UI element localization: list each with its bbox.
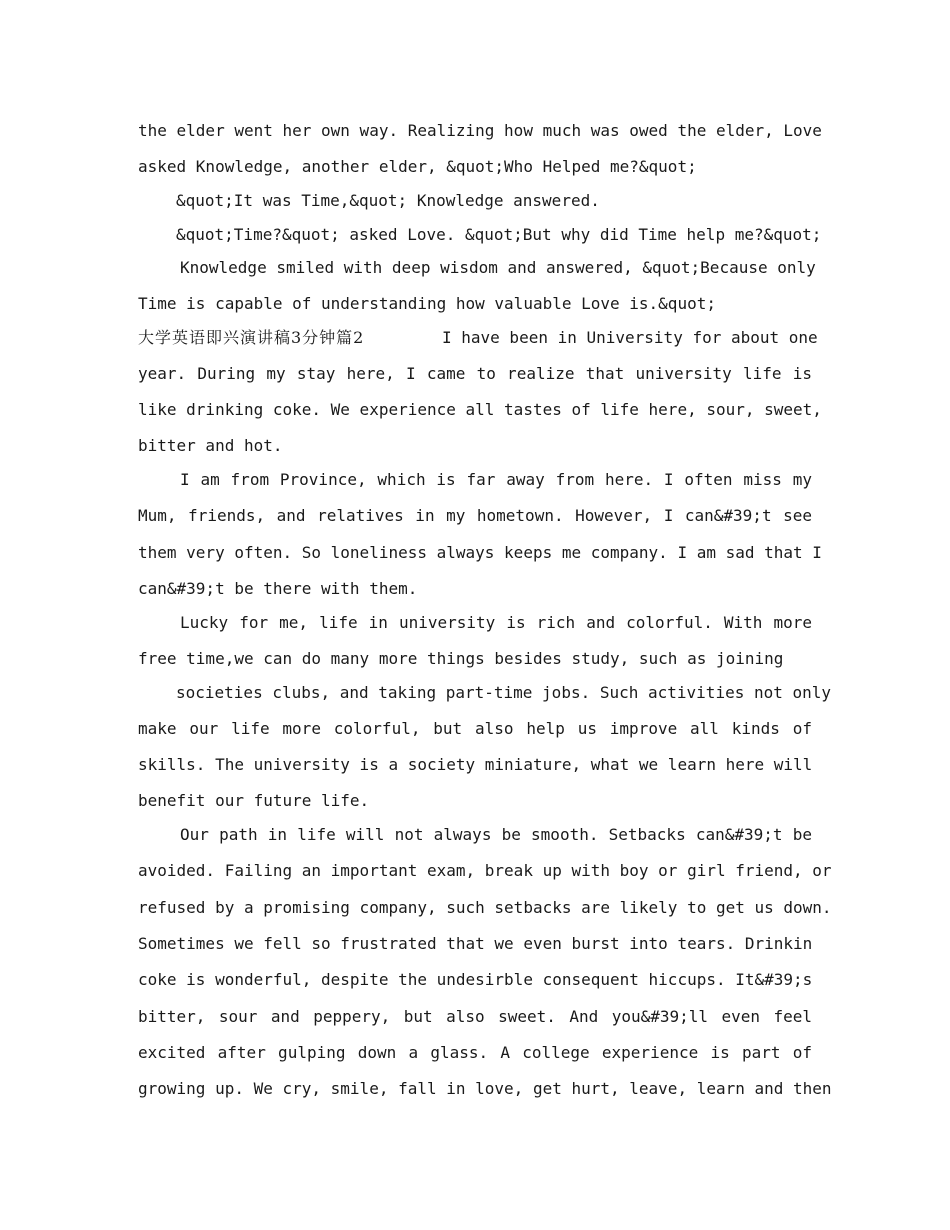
- text-line: excited after gulping down a glass. A college experience is part of: [138, 1043, 812, 1062]
- text-line: &quot;Time?&quot; asked Love. &quot;But why did Time help me?&quot;: [176, 225, 822, 244]
- text-line: I am from Province, which is far away from here. I often miss my: [180, 470, 812, 489]
- text-line: Our path in life will not always be smooth. Setbacks can&#39;t be: [180, 825, 812, 844]
- text-line: year. During my stay here, I came to realize that university life is: [138, 364, 812, 383]
- text-line: &quot;It was Time,&quot; Knowledge answered.: [176, 191, 600, 210]
- text-line: Sometimes we fell so frustrated that we even burst into tears. Drinkin: [138, 934, 813, 953]
- section-heading: 大学英语即兴演讲稿3分钟篇2: [138, 328, 365, 347]
- text-line: societies clubs, and taking part-time jobs. Such activities not only: [176, 683, 832, 702]
- text-line: free time,we can do many more things besides study, such as joining: [138, 649, 784, 668]
- text-line: benefit our future life.: [138, 791, 370, 810]
- text-line: refused by a promising company, such setbacks are likely to get us down.: [138, 898, 832, 917]
- text-line: Knowledge smiled with deep wisdom and answered, &quot;Because only: [180, 258, 816, 277]
- text-line: I have been in University for about one: [442, 328, 818, 347]
- text-line: Time is capable of understanding how valuable Love is.&quot;: [138, 294, 716, 313]
- text-line: the elder went her own way. Realizing how much was owed the elder, Love: [138, 121, 822, 140]
- text-line: bitter and hot.: [138, 436, 283, 455]
- text-line: make our life more colorful, but also help us improve all kinds of: [138, 719, 812, 738]
- text-line: coke is wonderful, despite the undesirble consequent hiccups. It&#39;s: [138, 970, 813, 989]
- text-line: growing up. We cry, smile, fall in love, get hurt, leave, learn and then: [138, 1079, 832, 1098]
- text-line: Lucky for me, life in university is rich and colorful. With more: [180, 613, 812, 632]
- text-line: avoided. Failing an important exam, break up with boy or girl friend, or: [138, 861, 832, 880]
- text-line: Mum, friends, and relatives in my hometown. However, I can&#39;t see: [138, 506, 812, 525]
- text-line: asked Knowledge, another elder, &quot;Who Helped me?&quot;: [138, 157, 697, 176]
- text-line: can&#39;t be there with them.: [138, 579, 418, 598]
- text-line: like drinking coke. We experience all tastes of life here, sour, sweet,: [138, 400, 822, 419]
- text-line: skills. The university is a society miniature, what we learn here will: [138, 755, 813, 774]
- text-line: bitter, sour and peppery, but also sweet. And you&#39;ll even feel: [138, 1007, 812, 1026]
- text-line: them very often. So loneliness always keeps me company. I am sad that I: [138, 543, 822, 562]
